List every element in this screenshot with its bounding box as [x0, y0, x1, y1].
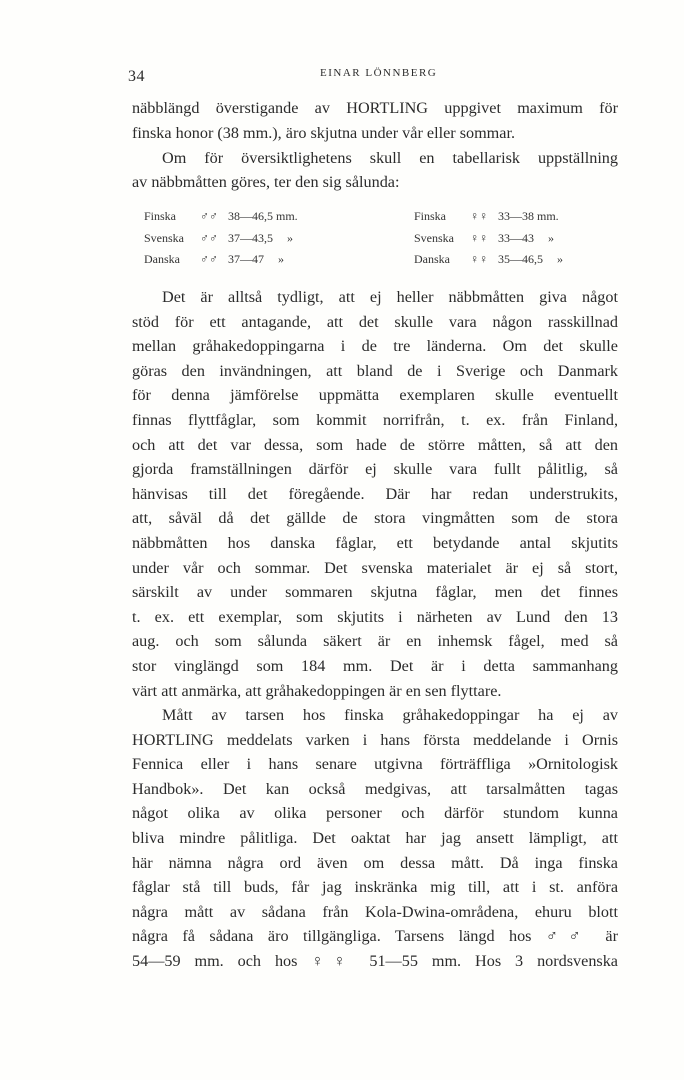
text-line: några mått av sådana från Kola-Dwina-områdena, ehuru blott — [132, 902, 618, 921]
text-line: Det är alltså tydligt, att ej heller näbbmåtten giva något — [162, 288, 618, 306]
text-line: mellan gråhakedoppingarna i de tre länderna. Om det skulle — [132, 337, 618, 356]
text-line: HORTLING meddelats varken i hans första meddelande i Ornis — [132, 730, 618, 749]
text-line: några få sådana äro tillgängliga. Tarsens längd hos ♂♂ är — [132, 927, 618, 946]
table-row: Svenska ♀♀ 33—43 » — [414, 230, 554, 245]
table-row: Finska ♂♂ 38—46,5 mm. — [144, 209, 298, 223]
text-line: särskilt av under sommaren skjutna fåglar, men det finnes — [132, 583, 618, 602]
text-line: gjorda framställningen därför ej skulle vara fullt pålitlig, så — [132, 460, 618, 479]
table-row: Danska ♂♂ 37—47 » — [144, 252, 284, 266]
text-line: Mått av tarsen hos finska gråhakedoppingar ha ej av — [162, 706, 618, 724]
paragraph-continuation — [132, 96, 618, 145]
author-name: HORTLING — [132, 730, 214, 749]
text-line: näbbmåtten hos danska fåglar, ett betydande antal skjutits — [132, 533, 618, 552]
running-head: EINAR LÖNNBERG — [320, 67, 438, 79]
text-line: stor vinglängd som 184 mm. Det är i detta sammanhang — [132, 656, 618, 675]
text-line: något olika av olika personer och därför stundom kunna — [132, 804, 618, 823]
text-line: under vår och sommar. Det svenska materialet är ej så stort, — [132, 558, 618, 577]
males-column — [144, 206, 298, 271]
text-line: göras den invändningen, att bland de i Sverige och Danmark — [132, 361, 618, 380]
text-line: 54—59 mm. och hos ♀♀ 51—55 mm. Hos 3 nordsvenska — [132, 951, 618, 970]
text-line: här nämna några ord även om dessa mått. Då inga finska — [132, 853, 618, 872]
text-line: finska honor (38 mm.), äro skjutna under vår eller sommar. — [132, 123, 516, 142]
paragraph-tarsus — [132, 703, 618, 974]
paragraph-conclusion — [132, 285, 618, 703]
text-line: näbblängd överstigande av HORTLING uppgivet maximum för — [132, 99, 618, 117]
text-line: bliva mindre pålitliga. Det oaktat har jag ansett lämpligt, att — [132, 828, 618, 847]
text-line: av näbbmåtten göres, ter den sig sålunda: — [132, 173, 400, 192]
paragraph-intro-table — [132, 146, 618, 195]
text-line: Fennica eller i hans senare utgivna förträffliga »Ornitologisk — [132, 755, 618, 774]
table-row: Finska ♀♀ 33—38 mm. — [414, 209, 559, 223]
text-line: hänvisas till det föregående. Där har redan understrukits, — [132, 484, 618, 503]
page-header — [118, 66, 638, 88]
bill-measurement-table — [144, 206, 624, 276]
text-line: fåglar stå till buds, får jag inskränka mig till, att i st. anföra — [132, 878, 618, 897]
author-name: HORTLING — [346, 99, 429, 117]
text-line: stöd för ett antagande, att det skulle vara någon rasskillnad — [132, 312, 618, 331]
text-line: för denna jämförelse uppmätta exemplaren skulle eventuellt — [132, 386, 618, 405]
table-row: Danska ♀♀ 35—46,5 » — [414, 252, 563, 266]
text-line: och att det var dessa, som hade de större måtten, så att den — [132, 435, 618, 454]
text-line: aug. och som sålunda säkert är en inhemsk fågel, med så — [132, 632, 618, 651]
females-column — [414, 206, 563, 271]
page-number: 34 — [128, 68, 145, 85]
text-line: Handbok». Det kan också medgivas, att tarsalmåtten tagas — [132, 779, 618, 798]
text-line: värt att anmärka, att gråhakedoppingen är en sen flyttare. — [132, 681, 502, 700]
text-line: att, såväl då det gällde de stora vingmåtten som de stora — [132, 509, 618, 528]
table-row: Svenska ♂♂ 37—43,5 » — [144, 230, 293, 245]
text-line: finnas flyttfåglar, som kommit norrifrån, t. ex. från Finland, — [132, 410, 618, 429]
text-line: Om för översiktlighetens skull en tabellarisk uppställning — [162, 148, 618, 167]
text-line: t. ex. ett exemplar, som skjutits i närheten av Lund den 13 — [132, 607, 618, 626]
